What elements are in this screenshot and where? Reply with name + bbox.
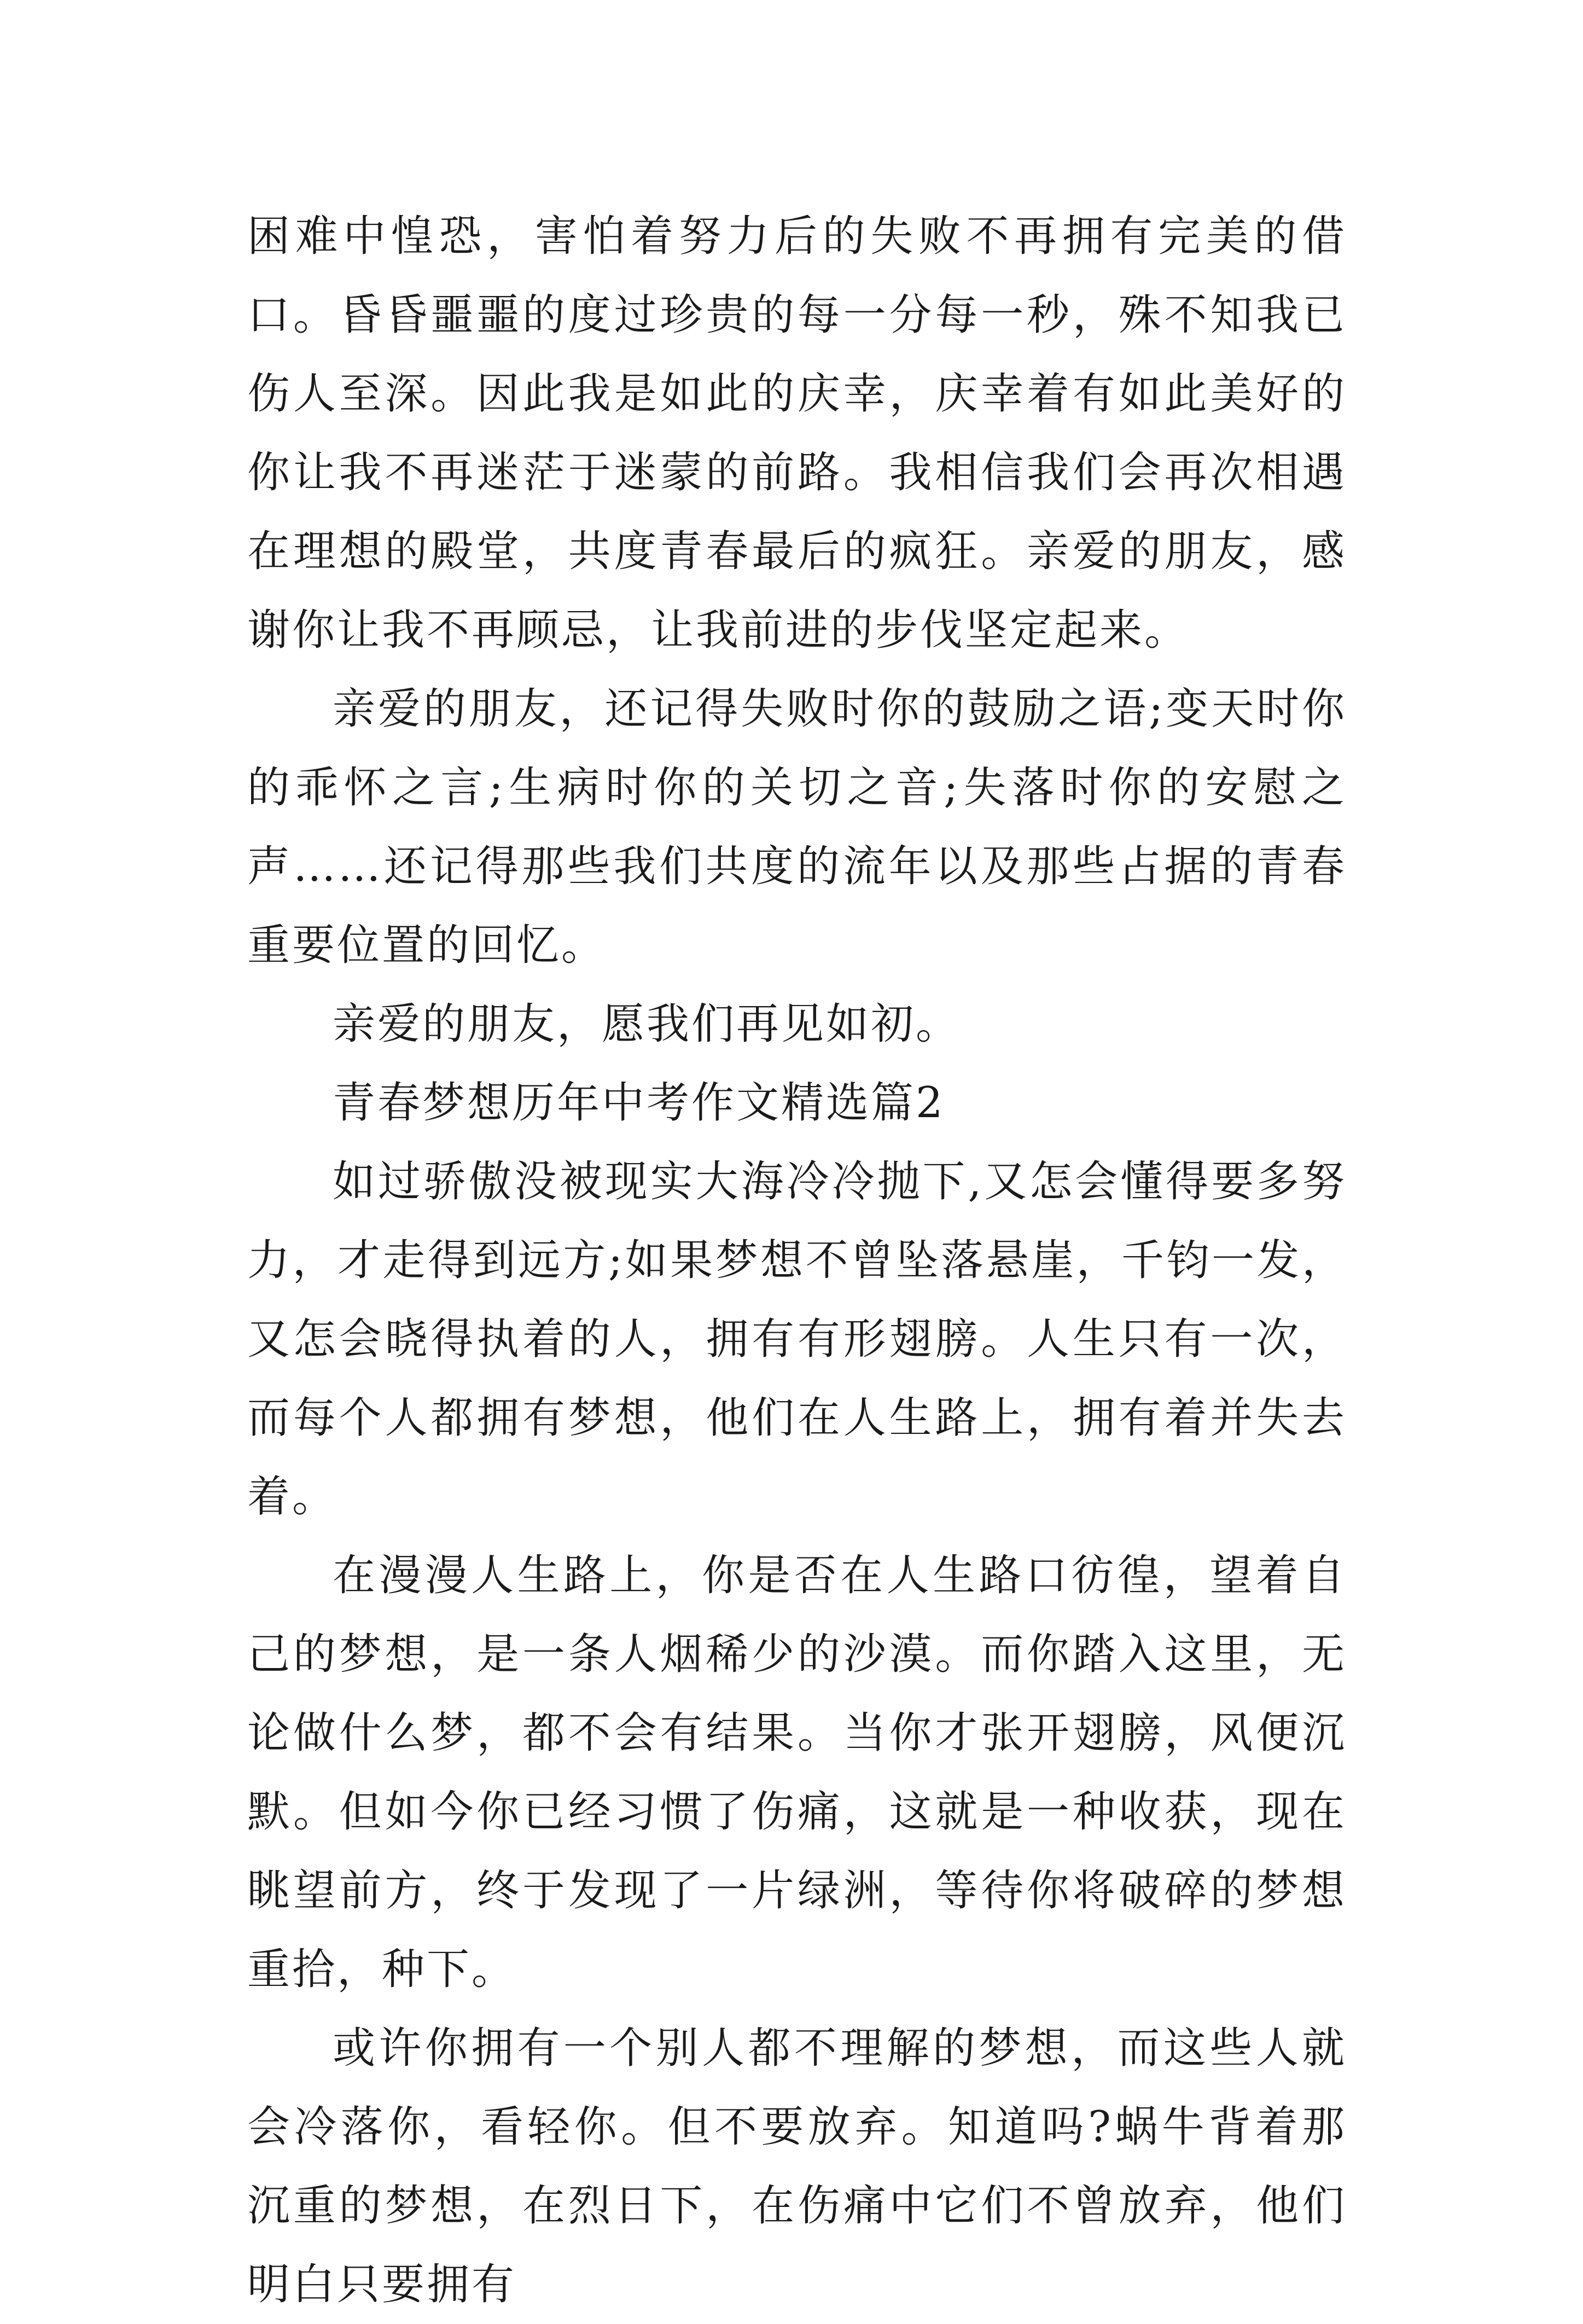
paragraph-1: 困难中惶恐，害怕着努力后的失败不再拥有完美的借口。昏昏噩噩的度过珍贵的每一分每一秒，殊不知我已伤人至深。因此我是如此的庆幸，庆幸着有如此美好的你让我不再迷茫于迷蒙的前路。我相信我们会再次相遇在理想的殿堂，共度青春最后的疯狂。亲爱的朋友，感谢你让我不再顾忌，让我前进的步伐坚定起来。 (247, 212, 1347, 655)
section-heading: 青春梦想历年中考作文精选篇2 (333, 1078, 945, 1128)
paragraph-3: 亲爱的朋友，愿我们再见如初。 (333, 1000, 961, 1049)
paragraph-6: 或许你拥有一个别人都不理解的梦想，而这些人就会冷落你，看轻你。但不要放弃。知道吗?蜗牛背着那沉重的梦想，在烈日下，在伤痛中它们不曾放弃，他们明白只要拥有 (247, 2024, 1347, 2309)
paragraph-2: 亲爱的朋友，还记得失败时你的鼓励之语;变天时你的乖怀之言;生病时你的关切之音;失落时你的安慰之声……还记得那些我们共度的流年以及那些占据的青春重要位置的回忆。 (247, 684, 1347, 970)
document-body (247, 197, 1347, 2324)
paragraph-5: 在漫漫人生路上，你是否在人生路口彷徨，望着自己的梦想，是一条人烟稀少的沙漠。而你踏入这里，无论做什么梦，都不会有结果。当你才张开翅膀，风便沉默。但如今你已经习惯了伤痛，这就是一种收获，现在眺望前方，终于发现了一片绿洲，等待你将破碎的梦想重拾，种下。 (247, 1551, 1347, 1994)
paragraph-4: 如过骄傲没被现实大海冷冷抛下,又怎会懂得要多努力，才走得到远方;如果梦想不曾坠落悬崖，千钧一发，又怎会晓得执着的人，拥有有形翅膀。人生只有一次，而每个人都拥有梦想，他们在人生路上，拥有着并失去着。 (247, 1157, 1347, 1521)
